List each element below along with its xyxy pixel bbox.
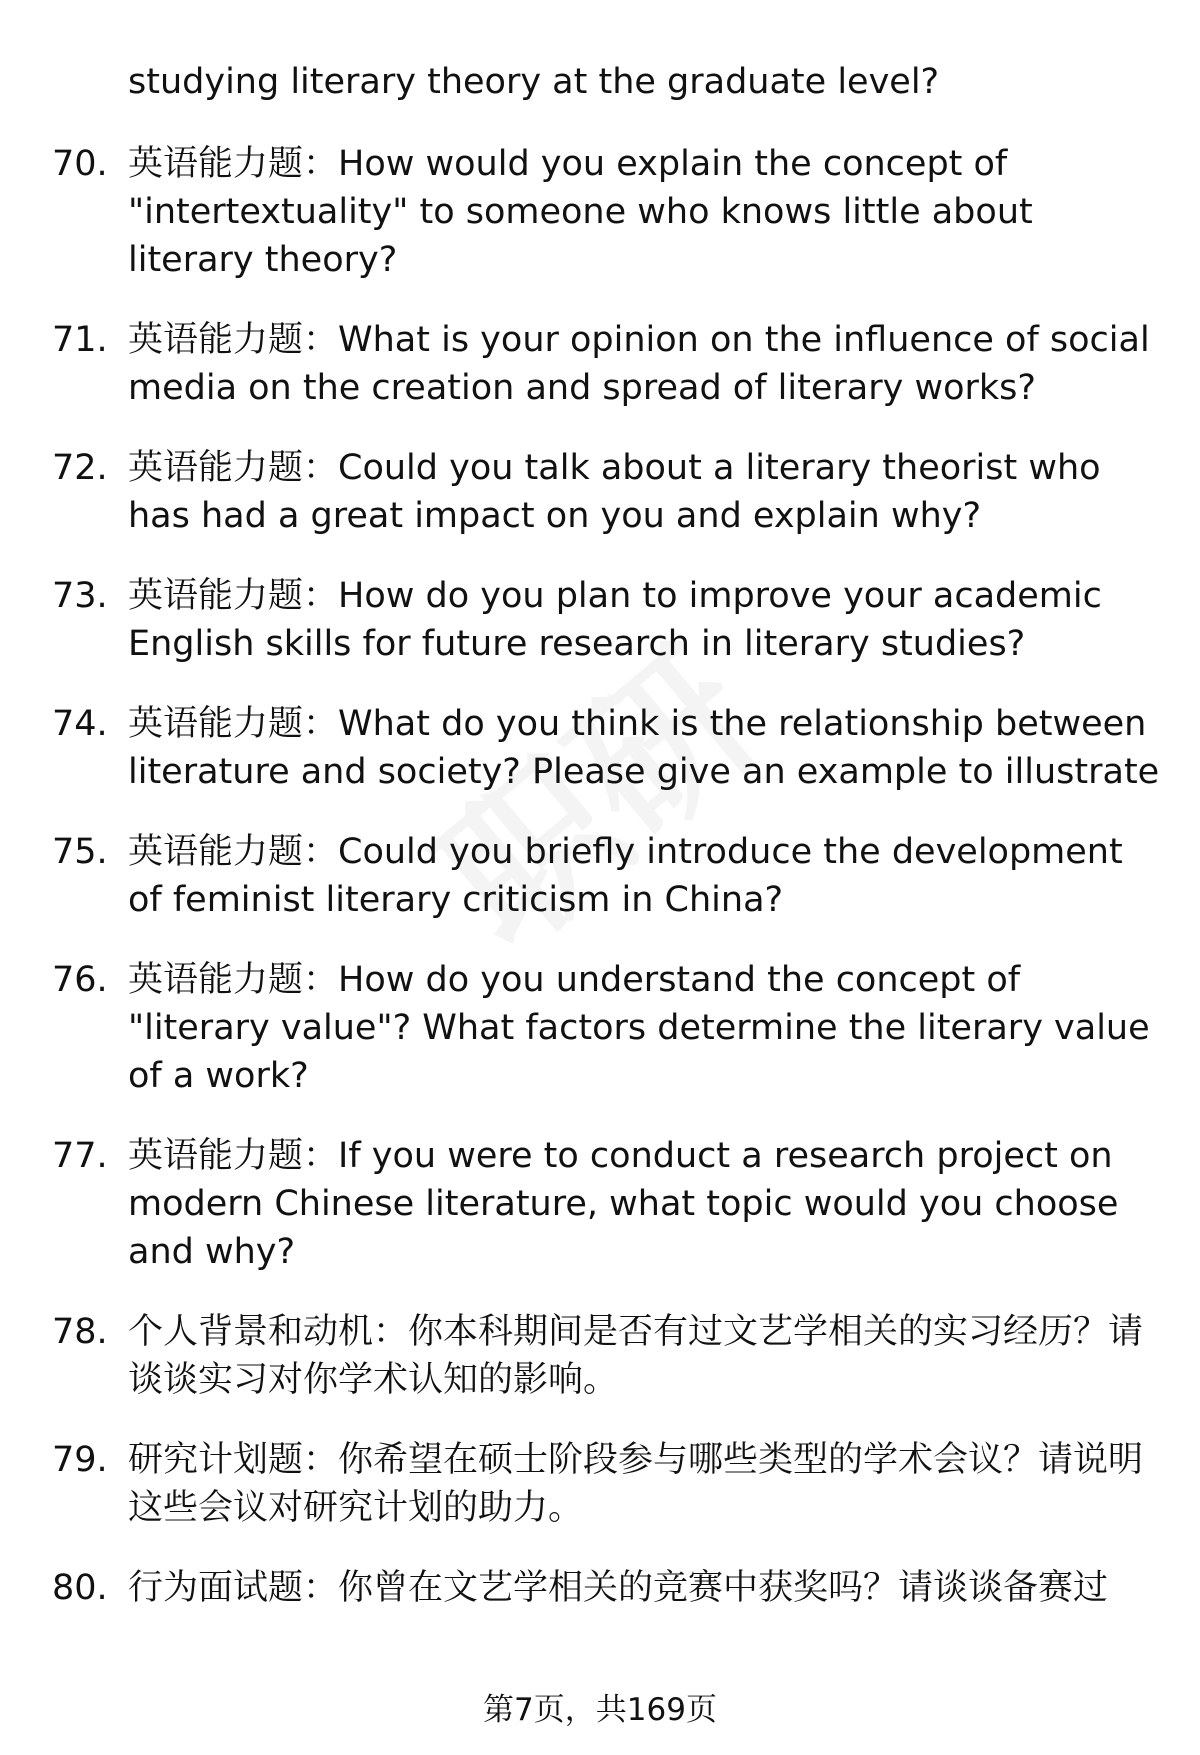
question-text: 你曾在文艺学相关的竞赛中获奖吗？请谈谈备赛过 <box>338 1568 1109 1608</box>
question-text: Could you briefly introduce the development of feminist literary criticism in China? <box>128 832 1123 920</box>
question-item <box>0 444 1200 540</box>
question-category: 英语能力题： <box>128 576 339 616</box>
question-category: 英语能力题： <box>128 320 339 360</box>
question-category: 英语能力题： <box>128 448 339 488</box>
question-number: 78. <box>52 1312 108 1352</box>
question-text: What is your opinion on the influence of social media on the creation and spread of literary works? <box>128 320 1150 408</box>
question-category: 个人背景和动机： <box>128 1312 409 1352</box>
question-number: 77. <box>52 1136 108 1176</box>
page-footer: 第7页，共169页 <box>483 1692 717 1728</box>
question-number: 71. <box>52 320 108 360</box>
question-item <box>0 956 1200 1100</box>
question-number: 70. <box>52 144 108 184</box>
question-text: How do you understand the concept of "literary value"? What factors determine the literary value of a work? <box>128 960 1150 1096</box>
question-text: How do you plan to improve your academic English skills for future research in literary studies? <box>128 576 1102 664</box>
question-text: 你希望在硕士阶段参与哪些类型的学术会议？请说明这些会议对研究计划的助力。 <box>128 1440 1144 1528</box>
question-category: 英语能力题： <box>128 832 339 872</box>
question-item <box>0 828 1200 924</box>
question-item <box>0 572 1200 668</box>
question-text: Could you talk about a literary theorist who has had a great impact on you and explain why? <box>128 448 1101 536</box>
question-category: 英语能力题： <box>128 1136 339 1176</box>
question-item <box>0 140 1200 284</box>
question-item <box>0 316 1200 412</box>
question-item <box>0 1436 1200 1532</box>
question-number: 75. <box>52 832 108 872</box>
question-text: 你本科期间是否有过文艺学相关的实习经历？请谈谈实习对你学术认知的影响。 <box>128 1312 1144 1400</box>
question-item <box>0 1564 1200 1612</box>
question-item <box>0 1132 1200 1276</box>
question-item <box>0 700 1200 796</box>
question-number: 73. <box>52 576 108 616</box>
question-text: What do you think is the relationship between literature and society? Please give an example to illustrate <box>128 704 1160 792</box>
question-category: 行为面试题： <box>128 1568 339 1608</box>
question-category: 英语能力题： <box>128 960 339 1000</box>
question-item <box>0 1308 1200 1404</box>
question-number: 79. <box>52 1440 108 1480</box>
question-number: 80. <box>52 1568 108 1608</box>
question-number: 76. <box>52 960 108 1000</box>
question-category: 英语能力题： <box>128 704 339 744</box>
question-list <box>0 140 1200 1644</box>
question-text: If you were to conduct a research project on modern Chinese literature, what topic would you choose and why? <box>128 1136 1119 1272</box>
continued-question-text: studying literary theory at the graduate level? <box>128 62 940 102</box>
question-category: 英语能力题： <box>128 144 339 184</box>
question-number: 74. <box>52 704 108 744</box>
question-category: 研究计划题： <box>128 1440 339 1480</box>
question-number: 72. <box>52 448 108 488</box>
question-text: How would you explain the concept of "intertextuality" to someone who knows little about literary theory? <box>128 144 1033 280</box>
